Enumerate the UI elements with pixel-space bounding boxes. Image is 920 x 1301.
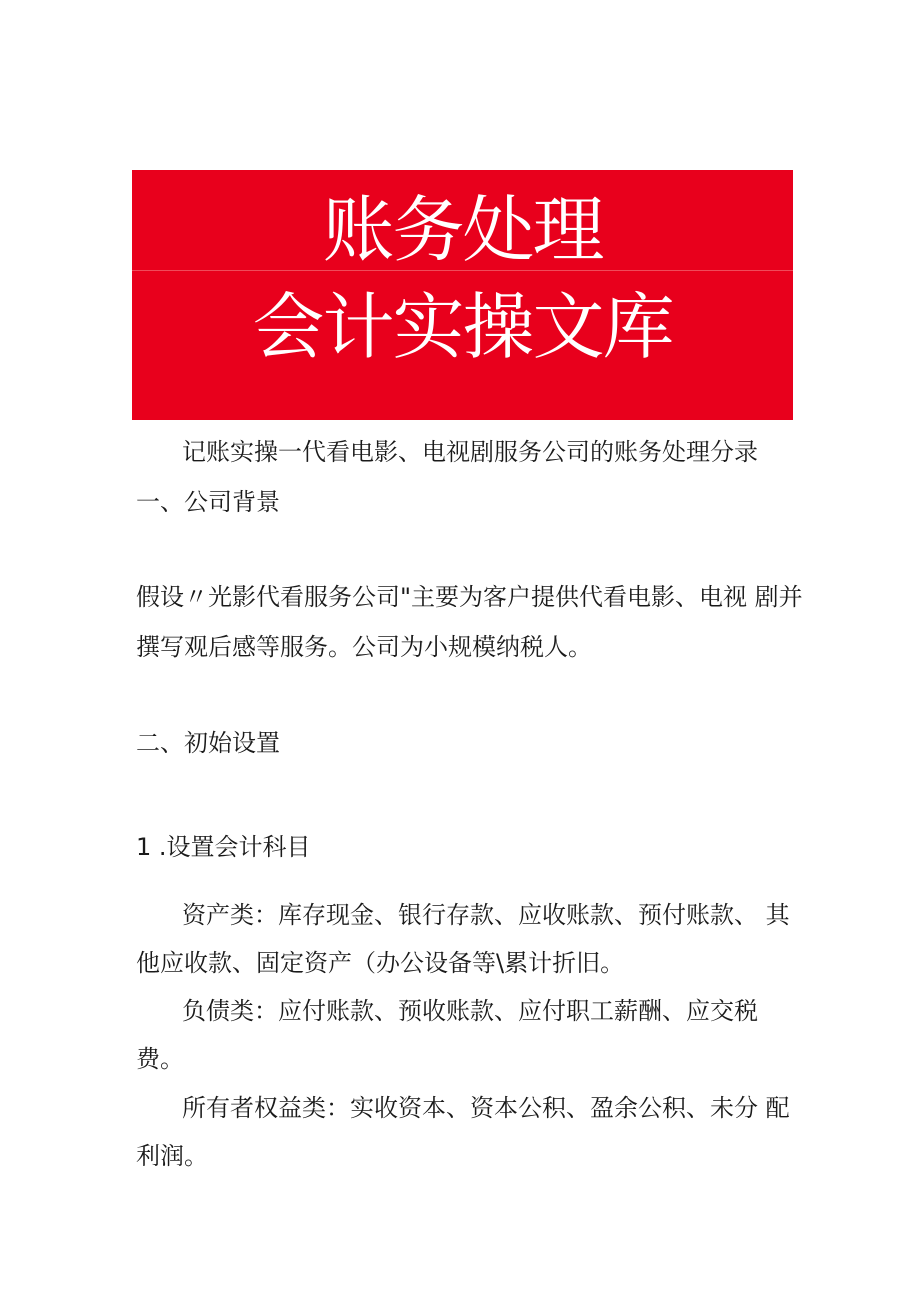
section-heading-initial-setup: 二、初始设置 [136,729,280,757]
paragraph-background-line-2: 撰写观后感等服务。公司为小规模纳税人。 [136,633,592,661]
paragraph-liabilities-line-1: 负债类：应付账款、预收账款、应付职工薪酬、应交税 [182,997,758,1025]
paragraph-equity-line-2: 利润。 [136,1142,208,1170]
paragraph-liabilities-line-2: 费。 [136,1045,184,1073]
paragraph-assets-line-2: 他应收款、固定资产（办公设备等\累计折旧。 [136,949,625,977]
paragraph-assets-line-1: 资产类：库存现金、银行存款、应收账款、预付账款、 其 [182,901,790,929]
paragraph-background-line-1: 假设〃光影代看服务公司"主要为客户提供代看电影、电视 剧并 [136,583,803,611]
subsection-heading-accounts: 1 .设置会计科目 [136,833,311,861]
paragraph-equity-line-1: 所有者权益类：实收资本、资本公积、盈余公积、未分 配 [182,1094,790,1122]
banner-title-line-2: 会计实操文库 [252,285,673,369]
section-heading-company-background: 一、公司背景 [136,488,280,516]
document-title: 记账实操一代看电影、电视剧服务公司的账务处理分录 [182,438,758,466]
banner-title-line-1: 账务处理 [322,188,603,272]
